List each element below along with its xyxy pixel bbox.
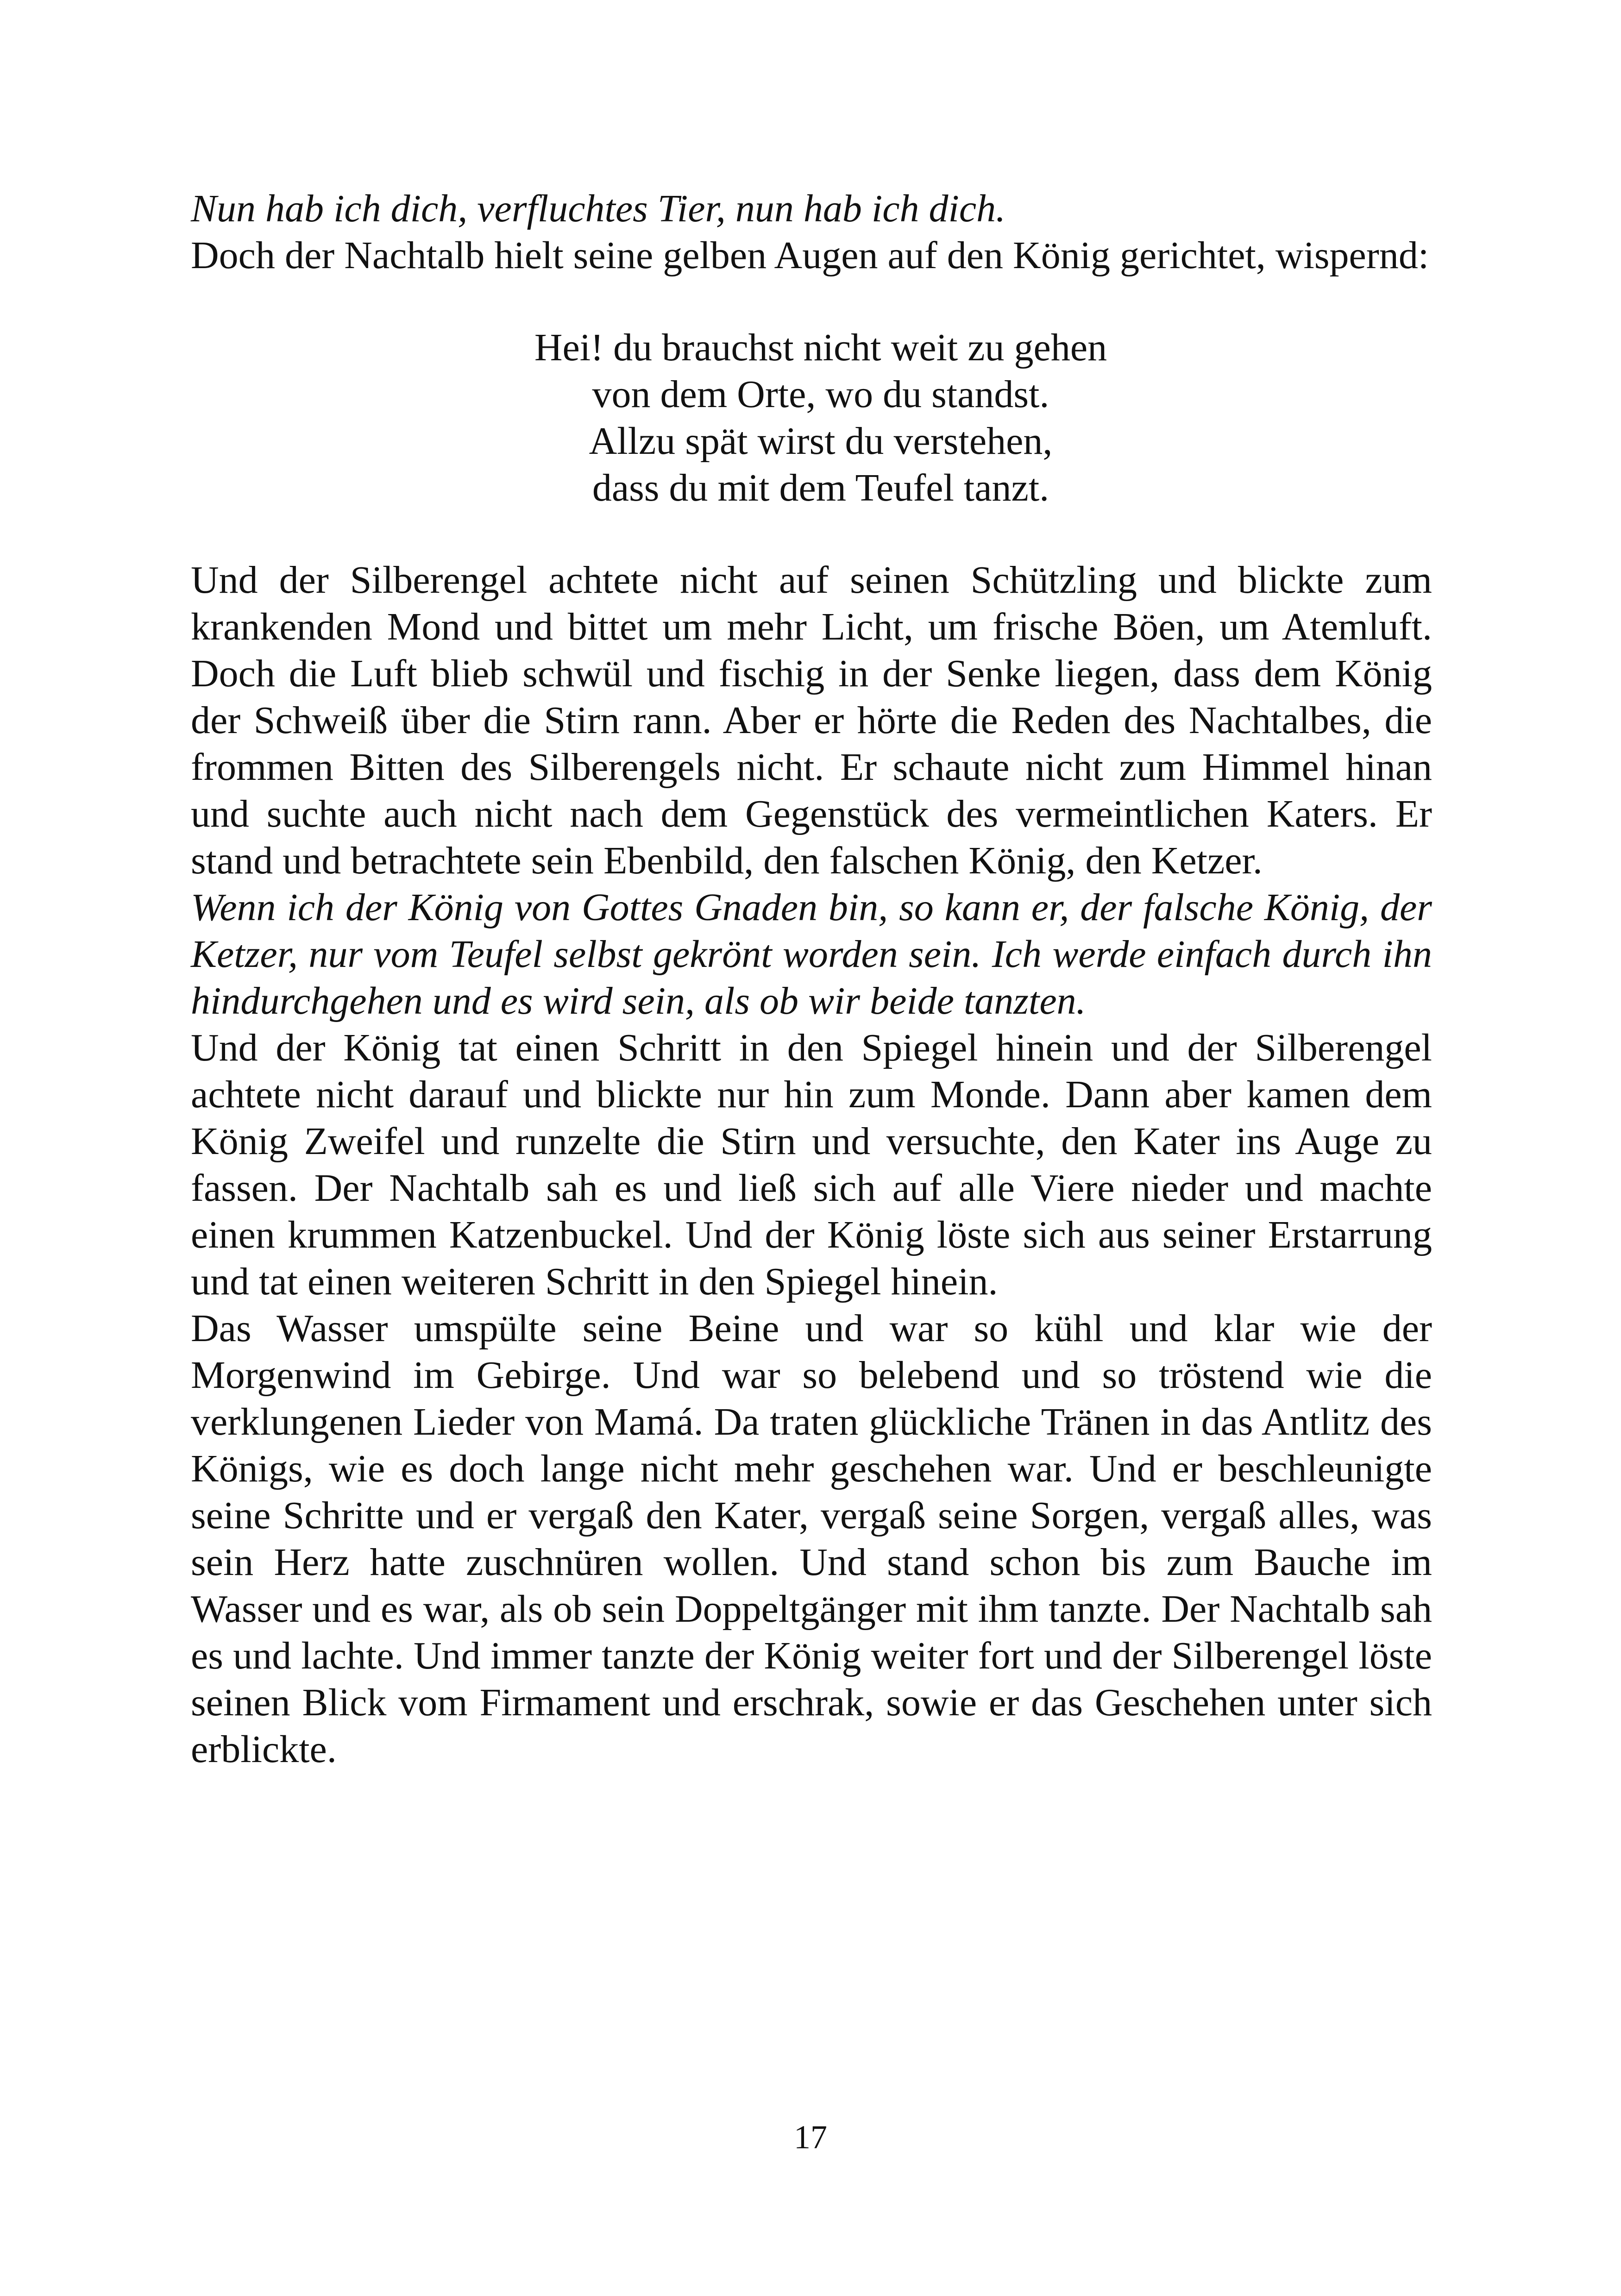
poem-line: Allzu spät wirst du verstehen, [589,420,1053,463]
paragraph-3: Und der König tat einen Schritt in den Spiegel hinein und der Silberengel achtete nicht darauf und blickte nur hin zum Monde. Dann aber kamen dem König Zweifel und runzelte die Stirn und versuchte, den Kater ins Auge zu fassen. Der Nachtalb sah es und ließ sich auf alle Viere nieder und machte einen krummen Katzenbuckel. Und der König löste sich aus seiner Erstarrung und tat einen weiteren Schritt in den Spiegel hinein. [191,1026,1432,1303]
poem-line: von dem Orte, wo du standst. [592,373,1049,416]
opening-italic-line: Nun hab ich dich, verfluchtes Tier, nun hab ich dich. [191,187,1006,230]
poem-stanza [191,324,1432,511]
paragraph-2: Und der Silberengel achtete nicht auf seinen Schützling und blickte zum krankenden Mond und bittet um mehr Licht, um frische Böen, um Atemluft. Doch die Luft blieb schwül und fischig in der Senke liegen, dass dem König der Schweiß über die Stirn rann. Aber er hörte die Reden des Nachtalbes, die frommen Bitten des Silberengels nicht. Er schaute nicht zum Himmel hinan und suchte auch nicht nach dem Gegenstück des vermeintlichen Katers. Er stand und betrachtete sein Ebenbild, den falschen König, den Ketzer. [191,558,1432,882]
poem-line: dass du mit dem Teufel tanzt. [592,466,1049,509]
body-text [191,185,1432,1773]
paragraph-1: Doch der Nachtalb hielt seine gelben Augen auf den König gerichtet, wispernd: [191,234,1429,277]
italic-thought: Wenn ich der König von Gottes Gnaden bin, so kann er, der falsche König, der Ketzer, nur vom Teufel selbst gekrönt worden sein. Ich werde einfach durch ihn hindurchgehen und es wird sein, als ob wir beide tanzten. [191,886,1432,1023]
poem-line: Hei! du brauchst nicht weit zu gehen [534,326,1107,369]
page-number: 17 [794,2119,827,2156]
paragraph-4: Das Wasser umspülte seine Beine und war so kühl und klar wie der Morgenwind im Gebirge. Und war so belebend und so tröstend wie die verklungenen Lieder von Mamá. Da traten glückliche Tränen in das Antlitz des Königs, wie es doch lange nicht mehr geschehen war. Und er beschleunigte seine Schritte und er vergaß den Kater, vergaß seine Sorgen, vergaß alles, was sein Herz hatte zuschnüren wollen. Und stand schon bis zum Bauche im Wasser und es war, als ob sein Doppeltgänger mit ihm tanzte. Der Nachtalb sah es und lachte. Und immer tanzte der König weiter fort und der Silberengel löste seinen Blick vom Firmament und erschrak, sowie er das Geschehen unter sich erblickte. [191,1307,1432,1771]
